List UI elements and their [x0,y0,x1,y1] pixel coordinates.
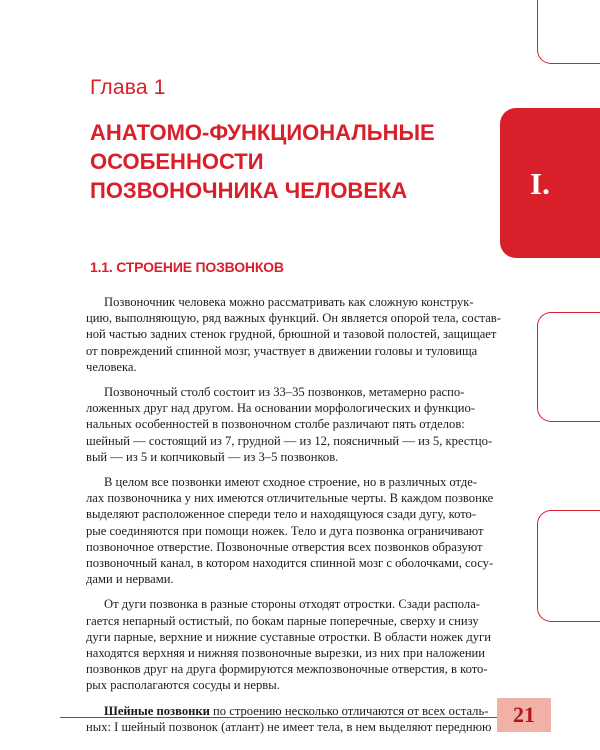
text-line: нальных особенностей в позвоночном столбе различают пять отделов: [86,417,465,432]
paragraph-shejnye [86,703,490,735]
text-line: рых располагаются сосуды и нервы. [86,678,280,693]
paragraph [86,474,494,587]
page-number: 21 [513,702,535,727]
text-line: цию, выполняющую, ряд важных функций. Он является опорой тела, состав- [86,311,501,326]
side-tab-label: I. [530,166,550,201]
side-tab-3 [537,510,600,622]
text-line: ных: I шейный позвонок (атлант) не имеет тела, в нем выделяют переднюю [86,719,492,734]
chapter-title [90,118,470,205]
paragraph [86,596,490,693]
text-line: шейный — состоящий из 7, грудной — из 12, поясничный — из 5, крестцо- [86,433,493,448]
chapter-title-line: ОСОБЕННОСТИ [90,149,264,174]
text-line: позвоночное отверстие. Позвоночные отверстия всех позвонков образуют [86,539,483,554]
body-text [86,294,501,744]
text-line: человека. [86,359,137,374]
text-line: ложенных друг над другом. На основании морфологических и функцио- [86,401,475,416]
text-line: дуги парные, верхние и нижние суставные отростки. В области ножек дуги [86,629,491,644]
text-line: лах позвоночника у них имеются отличительные черты. В каждом позвонке [86,491,494,506]
text-line: В целом все позвонки имеют сходное строение, но в различных отде- [104,475,478,490]
text-line: ной частью задних стенок грудной, брюшной и тазовой полостей, защищает [86,327,497,342]
text-line: гается непарный остистый, по бокам парные поперечные, сверху и снизу [86,613,479,628]
text-line: От дуги позвонка в разные стороны отходят отростки. Сзади распола- [104,597,480,612]
paragraph [86,384,493,465]
chapter-label: Глава 1 [90,76,166,99]
text-line: вый — из 5 и копчиковый — из 3–5 позвонков. [86,449,339,464]
chapter-title-line: ПОЗВОНОЧНИКА ЧЕЛОВЕКА [90,178,408,203]
text-line: Позвоночный столб состоит из 33–35 позвонков, метамерно распо- [104,385,465,400]
text-line: выделяют расположенное спереди тело и находящуюся сзади дугу, кото- [86,507,477,522]
text-line: рые соединяются при помощи ножек. Тело и дуга позвонка ограничивают [86,523,484,538]
paragraph [86,294,501,375]
text-line: дами и нервами. [86,572,174,587]
side-tab-2 [537,312,600,422]
text-line: позвонков друг на друга формируются межпозвоночные отверстия, в кото- [86,662,488,677]
text-line: от повреждений спинной мозг, участвует в движении головы и туловища [86,343,478,358]
text-line: позвоночный канал, в котором находится спинной мозг с оболочками, сосу- [86,556,494,571]
bold-term: Шейные позвонки [104,703,210,718]
section-title: 1.1. СТРОЕНИЕ ПОЗВОНКОВ [90,259,284,275]
chapter-title-line: АНАТОМО-ФУНКЦИОНАЛЬНЫЕ [90,120,435,145]
side-tab-top [537,0,600,64]
text-line: находятся верхняя и нижняя позвоночные вырезки, из них при наложении [86,646,486,661]
side-tab-active [500,108,600,258]
text-line: Позвоночник человека можно рассматривать как сложную конструк- [104,295,474,309]
text-run: по строению несколько отличаются от всех осталь- [209,703,489,718]
footer-rule [60,717,497,718]
